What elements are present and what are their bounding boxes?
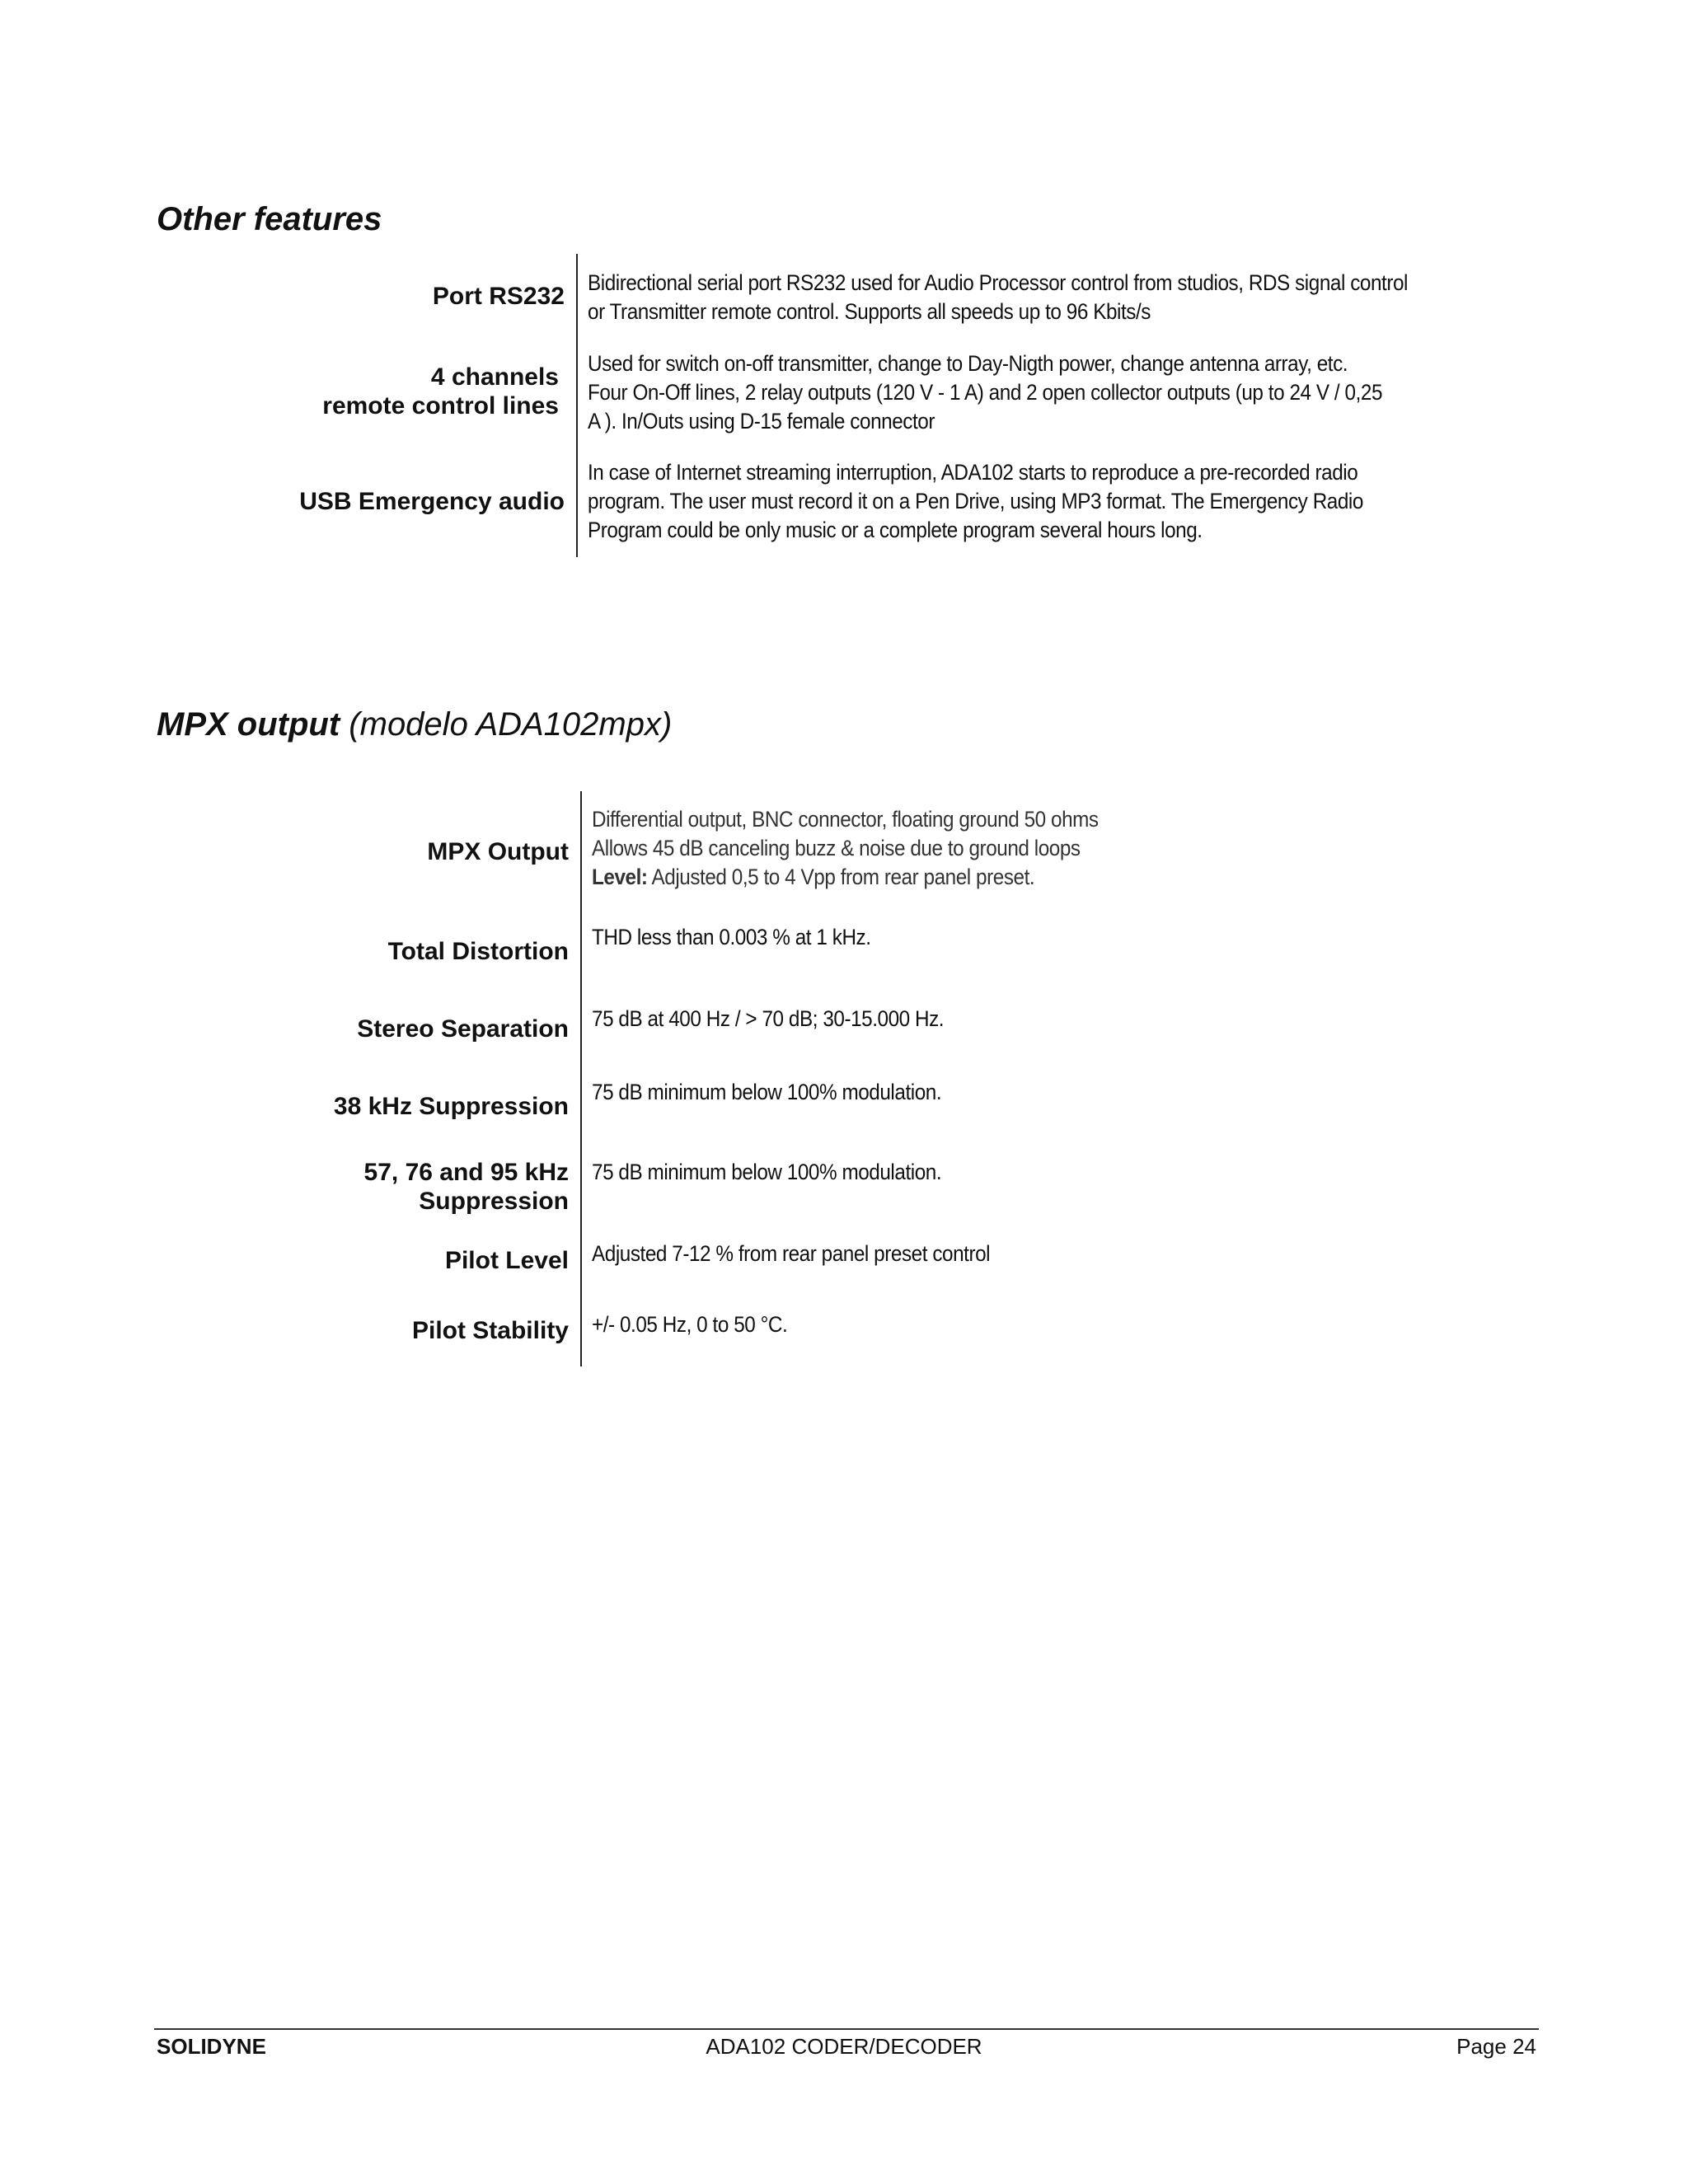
section-title-mpx-output: MPX output (modelo ADA102mpx) [157,706,673,743]
section-subtitle-model: (modelo ADA102mpx) [349,706,673,743]
footer-company: SOLIDYNE [157,2034,266,2059]
feature-label-usb-emergency: USB Emergency audio [299,488,565,515]
footer-rule [154,2028,1539,2030]
feature-label-port-rs232: Port RS232 [432,283,565,310]
feature-desc-usb-emergency: In case of Internet streaming interruption, ADA102 starts to reproduce a pre-recorded radio program. The user must record it on a Pen Drive, using MP3 format. The Emergency Radio Program could be only music or a complete program several hours long. [588,460,1363,542]
spec-label-57-76-95khz-suppression: 57, 76 and 95 kHz Suppression [363,1159,569,1215]
spec-label-total-distortion: Total Distortion [387,938,569,965]
spec-desc-mpx-output: Differential output, BNC connector, floating ground 50 ohms Allows 45 dB canceling buzz & noise due to ground loops Level: Adjusted 0,5 to 4 Vpp from rear panel preset. [592,807,1099,889]
spec-label-mpx-output: MPX Output [427,838,569,865]
spec-desc-38khz-suppression: 75 dB minimum below 100% modulation. [592,1080,942,1104]
feature-label-remote-control: 4 channels remote control lines [322,363,559,419]
spec-label-stereo-separation: Stereo Separation [357,1015,569,1043]
spec-desc-stereo-separation: 75 dB at 400 Hz / > 70 dB; 30-15.000 Hz. [592,1006,945,1031]
spec-desc-pilot-stability: +/- 0.05 Hz, 0 to 50 °C. [592,1312,788,1337]
spec-desc-pilot-level: Adjusted 7-12 % from rear panel preset control [592,1241,991,1266]
column-divider [576,254,578,557]
feature-desc-port-rs232: Bidirectional serial port RS232 used for Audio Processor control from studios, RDS signal control or Transmitter remote control. Supports all speeds up to 96 Kbits/s [588,270,1408,324]
spec-desc-57-76-95khz-suppression: 75 dB minimum below 100% modulation. [592,1160,942,1184]
spec-desc-total-distortion: THD less than 0.003 % at 1 kHz. [592,925,871,949]
section-title-other-features: Other features [157,201,382,237]
footer-page-number: Page 24 [1456,2034,1536,2059]
level-label: Level: [592,865,648,889]
spec-label-38khz-suppression: 38 kHz Suppression [333,1093,569,1120]
column-divider [580,791,582,1366]
spec-label-pilot-level: Pilot Level [444,1247,569,1274]
feature-desc-remote-control: Used for switch on-off transmitter, change to Day-Nigth power, change antenna array, etc. Four On-Off lines, 2 relay outputs (120 V - 1 A) and 2 open collector outputs (up to 24 V / 0,25 A ). In/Outs using D-15 female connector [588,351,1383,434]
spec-label-pilot-stability: Pilot Stability [411,1317,569,1344]
footer-document-title: ADA102 CODER/DECODER [706,2034,982,2059]
